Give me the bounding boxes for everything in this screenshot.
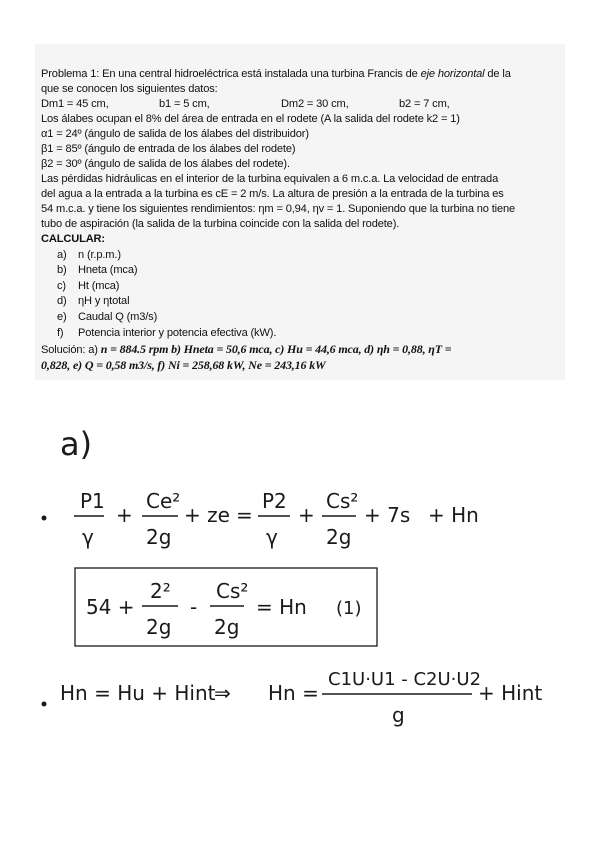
gamma-denominator: γ bbox=[82, 525, 94, 549]
problem-intro-end: de la bbox=[484, 68, 511, 80]
solution-line-2: 0,828, e) Q = 0,58 m3/s, f) Ni = 258,68 kW, Ne = 243,16 kW bbox=[41, 358, 326, 372]
hn-term: + Hn bbox=[428, 503, 479, 527]
implies-arrow: ⇒ bbox=[214, 681, 231, 705]
two-squared: 2² bbox=[150, 579, 171, 603]
beta1-line: β1 = 85º (ángulo de entrada de los álabes del rodete) bbox=[41, 143, 296, 155]
equation-number: (1) bbox=[336, 598, 362, 619]
b2-value: b2 = 7 cm, bbox=[399, 98, 450, 110]
equals-sign: = bbox=[236, 503, 253, 527]
list-item: f) Potencia interior y potencia efectiva (kW). bbox=[57, 327, 277, 339]
losses-line-2: del agua a la entrada a la turbina es cE = 2 m/s. La altura de presión a la entrada de la turbina es bbox=[41, 188, 504, 200]
two-g-denominator: 2g bbox=[214, 615, 240, 639]
list-item: c) Ht (mca) bbox=[57, 280, 120, 292]
axis-orientation: eje horizontal bbox=[420, 68, 485, 80]
p2-term: P2 bbox=[262, 489, 287, 513]
solution-line-1: Solución: a) n = 884.5 rpm b) Hneta = 50,6 mca, c) Hu = 44,6 mca, d) ηh = 0,88, ηT = bbox=[41, 342, 452, 356]
minus-sign: - bbox=[190, 595, 198, 619]
dm2-value: Dm2 = 30 cm, bbox=[281, 98, 349, 110]
list-item: d) ηH y ηtotal bbox=[57, 295, 130, 307]
hn-lhs: Hn = bbox=[268, 681, 319, 705]
losses-line-4: tubo de aspiración (la salida de la turbina coincide con la salida del rodete). bbox=[41, 218, 400, 230]
problem-line-2: que se conocen los siguientes datos: bbox=[41, 83, 218, 95]
losses-line-3: 54 m.c.a. y tiene los siguientes rendimientos: ηm = 0,94, ηv = 1. Suponiendo que la turbina no tiene bbox=[41, 203, 516, 215]
plus-sign: + bbox=[298, 503, 315, 527]
calculate-heading: CALCULAR: bbox=[41, 233, 105, 245]
two-g-denominator: 2g bbox=[146, 615, 172, 639]
blade-area-note: Los álabes ocupan el 8% del área de entrada en el rodete (A la salida del rodete k2 = 1) bbox=[41, 113, 460, 125]
bullet bbox=[42, 516, 47, 521]
two-g-denominator: 2g bbox=[146, 525, 172, 549]
b1-value: b1 = 5 cm, bbox=[159, 98, 210, 110]
gamma-denominator: γ bbox=[266, 525, 278, 549]
equals-hn: = Hn bbox=[256, 595, 307, 619]
part-a-label: a) bbox=[60, 425, 93, 463]
dm1-value: Dm1 = 45 cm, bbox=[41, 98, 109, 110]
euler-numerator: C1U·U1 - C2U·U2 bbox=[328, 669, 482, 690]
list-item: a) n (r.p.m.) bbox=[57, 249, 121, 261]
ce-squared: Ce² bbox=[146, 489, 181, 513]
ze-term: + ze bbox=[184, 503, 230, 527]
hn-definition: Hn = Hu + Hint bbox=[60, 681, 216, 705]
beta2-line: β2 = 30º (ángulo de salida de los álabes del rodete). bbox=[41, 158, 290, 170]
cs-squared: Cs² bbox=[216, 579, 249, 603]
cs-squared: Cs² bbox=[326, 489, 359, 513]
problem-intro: Problema 1: En una central hidroeléctrica está instalada una turbina Francis de bbox=[41, 68, 421, 80]
zs-term: + 7s bbox=[364, 503, 411, 527]
losses-line-1: Las pérdidas hidráulicas en el interior de la turbina equivalen a 6 m.c.a. La velocidad de entrada bbox=[41, 173, 499, 185]
g-denominator: g bbox=[392, 703, 405, 727]
bullet bbox=[42, 702, 47, 707]
plus-sign: + bbox=[116, 503, 133, 527]
two-g-denominator: 2g bbox=[326, 525, 352, 549]
alpha1-line: α1 = 24º (ángulo de salida de los álabes del distribuidor) bbox=[41, 128, 309, 140]
p1-term: P1 bbox=[80, 489, 105, 513]
hint-term: + Hint bbox=[478, 681, 543, 705]
list-item: e) Caudal Q (m3/s) bbox=[57, 311, 158, 323]
list-item: b) Hneta (mca) bbox=[57, 264, 138, 276]
pressure-54: 54 + bbox=[86, 595, 135, 619]
